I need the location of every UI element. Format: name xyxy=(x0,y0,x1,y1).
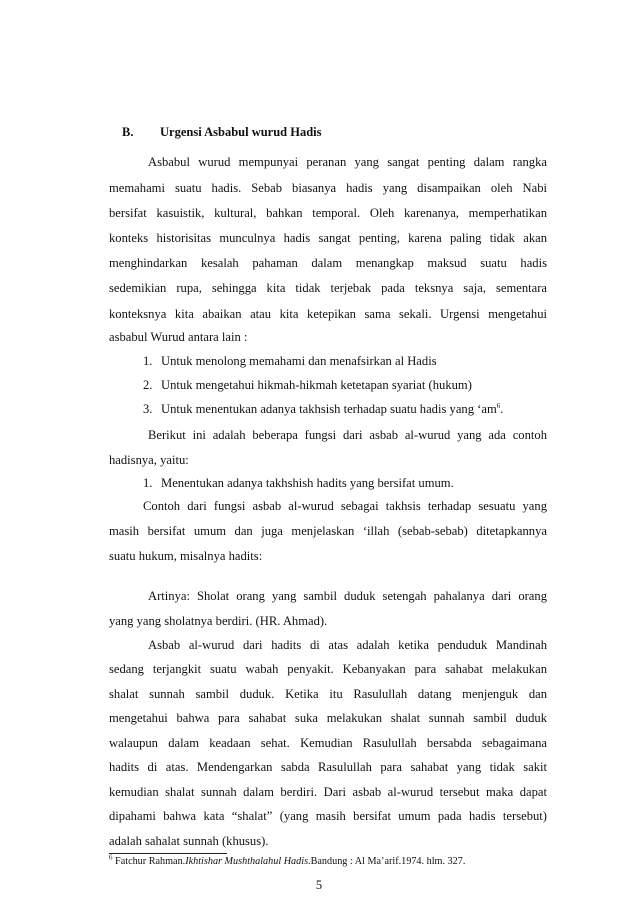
paragraph-line: bersifat kasuistik, kultural, bahkan temporal. Oleh karenanya, memperhatikan xyxy=(109,206,547,220)
paragraph-line: shalat sunnah sambil duduk. Ketika itu Rasulullah datang menjenguk dan xyxy=(109,687,547,701)
paragraph-line: Asbabul wurud mempunyai peranan yang sangat penting dalam rangka xyxy=(148,155,547,169)
list-item-tail: . xyxy=(500,402,504,416)
footnote-number: 6 xyxy=(109,853,113,862)
paragraph-line: menghindarkan kesalah pahaman dalam menangkap maksud suatu hadis xyxy=(109,256,547,270)
footnote-author: Fatchur Rahman. xyxy=(115,856,186,867)
paragraph-line: dipahami bahwa kata “shalat” (yang masih bersifat umum pada hadis tersebut) xyxy=(109,809,547,823)
list-item-text: Untuk mengetahui hikmah-hikmah ketetapan syariat (hukum) xyxy=(161,378,472,392)
paragraph-line: Asbab al-wurud dari hadits di atas adalah ketika penduduk Mandinah xyxy=(148,638,547,652)
list-item-number: 2. xyxy=(143,378,153,392)
paragraph-line: yang yang sholatnya berdiri. (HR. Ahmad). xyxy=(109,614,328,628)
paragraph-line: Contoh dari fungsi asbab al-wurud sebagai takhsis terhadap sesuatu yang xyxy=(143,499,547,513)
paragraph-line: hadisnya, yaitu: xyxy=(109,453,189,467)
footnote xyxy=(109,853,466,867)
paragraph-line: konteks historisitas munculnya hadis sangat penting, karena paling tidak akan xyxy=(109,231,547,245)
paragraph-line: memahami suatu hadis. Sebab biasanya hadis yang disampaikan oleh Nabi xyxy=(109,181,547,195)
paragraph-line: Artinya: Sholat orang yang sambil duduk setengah pahalanya dari orang xyxy=(148,589,547,603)
list-item-number: 3. xyxy=(143,402,153,416)
paragraph-line: mengetahui bahwa para sahabat suka melakukan shalat sunnah sambil duduk xyxy=(109,711,547,725)
footnote-separator xyxy=(109,853,227,854)
list-item-text: Untuk menentukan adanya takhsish terhadap suatu hadis yang ‘am xyxy=(161,402,497,416)
list-item-text: Untuk menolong memahami dan menafsirkan al Hadis xyxy=(161,354,437,368)
section-title: Urgensi Asbabul wurud Hadis xyxy=(160,125,322,139)
section-heading xyxy=(122,125,322,140)
paragraph-line: kemudian shalat sunnah dalam berdiri. Dari asbab al-wurud tersebut maka dapat xyxy=(109,785,547,799)
paragraph-line: hadits di atas. Mendengarkan sabda Rasulullah para sahabat yang tidak sakit xyxy=(109,760,547,774)
paragraph-line: adalah sahalat sunnah (khusus). xyxy=(109,834,269,848)
paragraph-line: suatu hukum, misalnya hadits: xyxy=(109,549,263,563)
list-item xyxy=(143,378,472,393)
list-item-number: 1. xyxy=(143,476,153,490)
paragraph-line: masih bersifat umum dan juga menjelaskan ‘illah (sebab-sebab) ditetapkannya xyxy=(109,524,547,538)
list-item xyxy=(143,476,454,491)
list-item-text: Menentukan adanya takhshish hadits yang bersifat umum. xyxy=(161,476,454,490)
section-number: B. xyxy=(122,125,134,139)
footnote-reference: 6 xyxy=(496,401,501,410)
paragraph-line: sedang terjangkit suatu wabah penyakit. Kebanyakan para sahabat melakukan xyxy=(109,662,547,676)
page-number: 5 xyxy=(315,878,323,892)
paragraph-line: konteksnya kita abaikan atau kita ketepikan sama sekali. Urgensi mengetahui xyxy=(109,307,547,321)
footnote-rest: .Bandung : Al Ma’arif.1974. hlm. 327. xyxy=(308,856,466,867)
list-item-number: 1. xyxy=(143,354,153,368)
paragraph-line: asbabul Wurud antara lain : xyxy=(109,330,248,344)
footnote-title: Ikhtishar Mushthalahul Hadis xyxy=(185,856,309,867)
paragraph-line: sedemikian rupa, sehingga kita tidak terjebak pada teksnya saja, sementara xyxy=(109,281,547,295)
paragraph-line: Berikut ini adalah beberapa fungsi dari asbab al-wurud yang ada contoh xyxy=(148,428,547,442)
list-item xyxy=(143,402,503,417)
paragraph-line: walaupun dalam keadaan sehat. Kemudian Rasulullah bersabda sebagaimana xyxy=(109,736,547,750)
list-item xyxy=(143,354,437,369)
